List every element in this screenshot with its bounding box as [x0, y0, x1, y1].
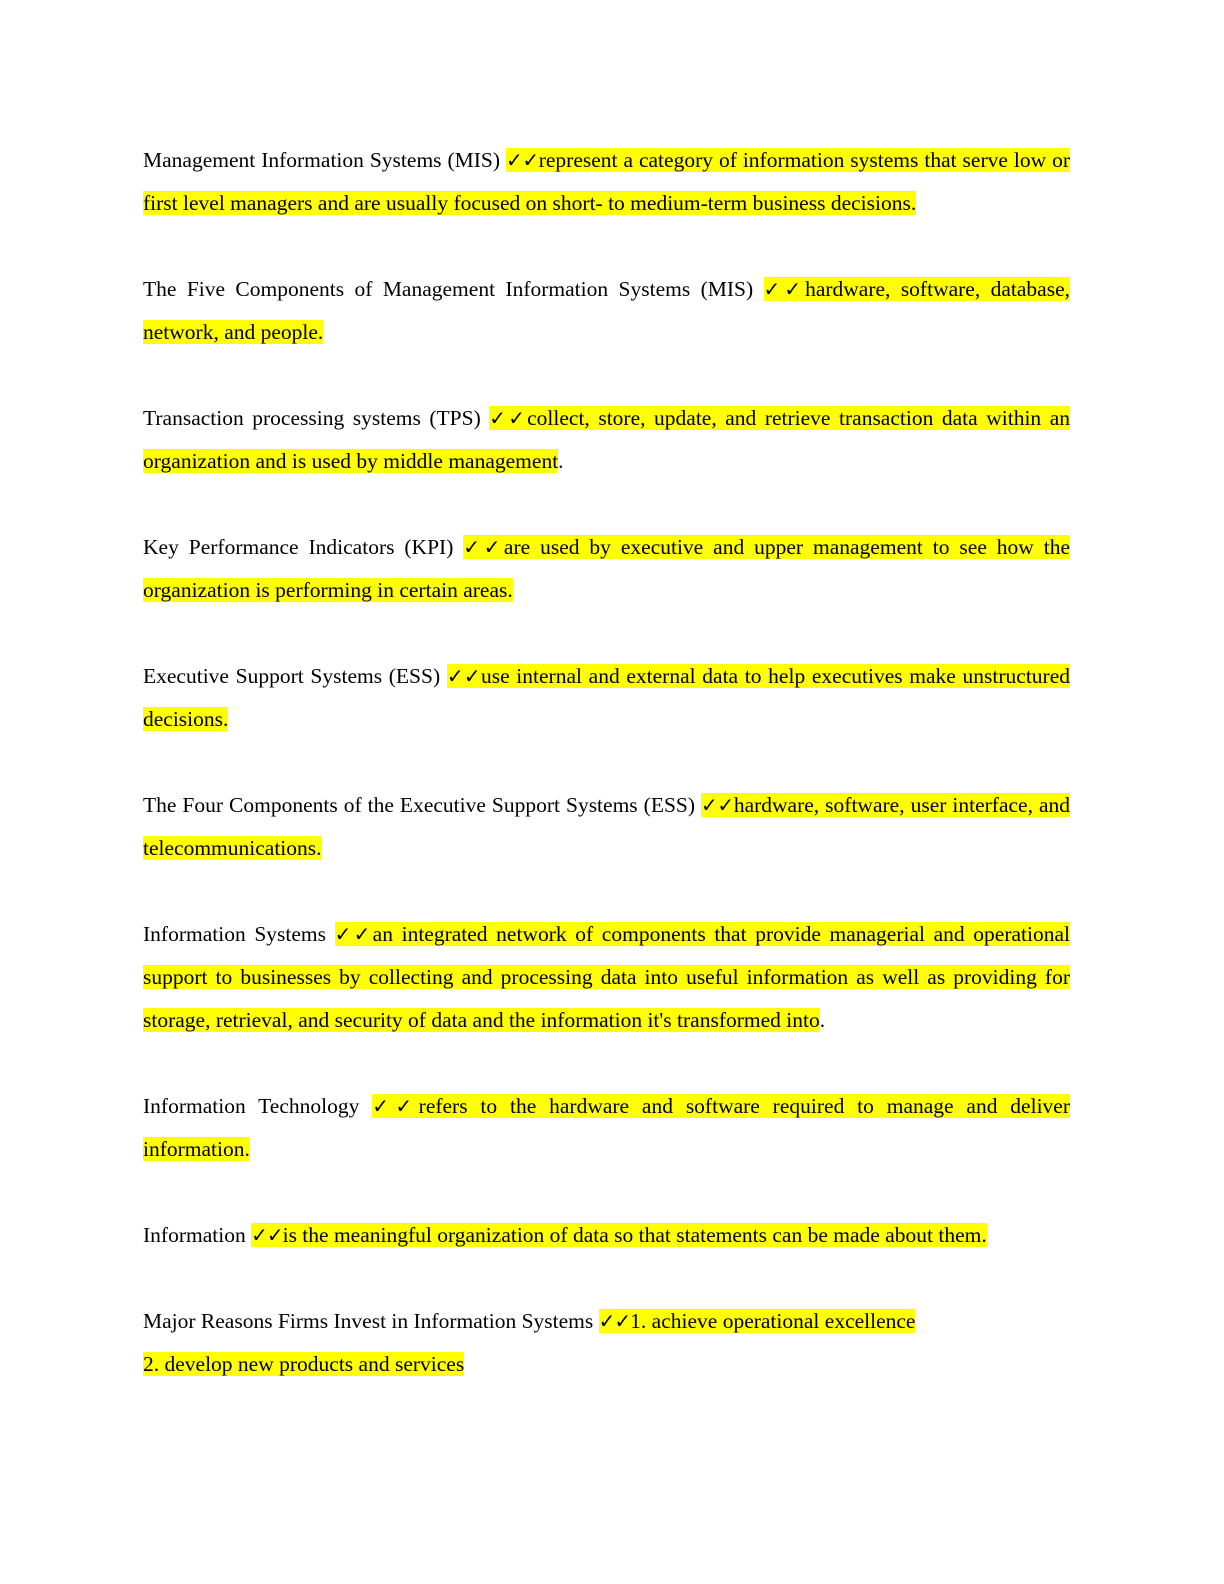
entry-definition-highlight: [599, 1309, 916, 1333]
entry-definition: hardware, software, database, network, and people.: [143, 277, 1070, 344]
double-check-icon: ✓✓: [489, 406, 528, 430]
entry-term: Management Information Systems (MIS): [143, 148, 507, 172]
reason-item: 2. develop new products and services: [143, 1352, 465, 1376]
entry-definition-highlight: [251, 1223, 987, 1247]
entry-term: The Four Components of the Executive Support Systems (ESS): [143, 793, 702, 817]
double-check-icon: ✓✓: [763, 277, 806, 301]
entry-definition: is the meaningful organization of data so that statements can be made about them.: [282, 1223, 987, 1247]
entry-ess: [143, 655, 1070, 741]
document-page: [143, 139, 1070, 1386]
entry-term: Information Systems: [143, 922, 335, 946]
double-check-icon: ✓✓: [701, 793, 734, 817]
entry-information-systems: [143, 913, 1070, 1042]
entry-term: Information: [143, 1223, 252, 1247]
entry-tail: .: [558, 449, 564, 473]
entry-definition: an integrated network of components that provide managerial and operational support to businesses by collecting and processing data into useful information as well as providing for storage, retrieval, and security of data and the information it's transformed into: [143, 922, 1071, 1032]
entry-term: Information Technology: [143, 1094, 373, 1118]
entry-term: The Five Components of Management Information Systems (MIS): [143, 277, 764, 301]
entry-information-technology: [143, 1085, 1070, 1171]
entry-invest-reasons: [143, 1300, 1070, 1386]
double-check-icon: ✓✓: [334, 922, 373, 946]
entry-mis-components: [143, 268, 1070, 354]
entry-mis: [143, 139, 1070, 225]
entry-term: Key Performance Indicators (KPI): [143, 535, 464, 559]
entry-definition: refers to the hardware and software required to manage and deliver information.: [143, 1094, 1071, 1161]
reasons-line-1: [143, 1300, 1070, 1343]
entry-definition: use internal and external data to help executives make unstructured decisions.: [143, 664, 1071, 731]
entry-definition: hardware, software, user interface, and telecommunications.: [143, 793, 1071, 860]
entry-tail: .: [819, 1008, 826, 1032]
entry-term: Major Reasons Firms Invest in Information Systems: [143, 1309, 599, 1333]
double-check-icon: ✓✓: [372, 1094, 419, 1118]
reasons-line-2: [143, 1343, 1070, 1386]
double-check-icon: ✓✓: [251, 1223, 283, 1247]
entry-ess-components: [143, 784, 1070, 870]
reason-item: 1. achieve operational excellence: [630, 1309, 916, 1333]
entry-kpi: [143, 526, 1070, 612]
double-check-icon: ✓✓: [506, 148, 539, 172]
entry-definition: are used by executive and upper management to see how the organization is performing in certain areas.: [143, 535, 1071, 602]
double-check-icon: ✓✓: [446, 664, 481, 688]
entry-term: Executive Support Systems (ESS): [143, 664, 447, 688]
double-check-icon: ✓✓: [598, 1309, 631, 1333]
entry-definition: represent a category of information systems that serve low or first level managers and are usually focused on short- to medium-term business decisions.: [143, 148, 1070, 215]
reason-item-highlight: [143, 1352, 464, 1376]
entry-information: [143, 1214, 1070, 1257]
entry-term: Transaction processing systems (TPS): [143, 406, 490, 430]
double-check-icon: ✓✓: [463, 535, 504, 559]
entry-tps: [143, 397, 1070, 483]
entry-definition: collect, store, update, and retrieve transaction data within an organization and is used by middle management: [143, 406, 1070, 473]
